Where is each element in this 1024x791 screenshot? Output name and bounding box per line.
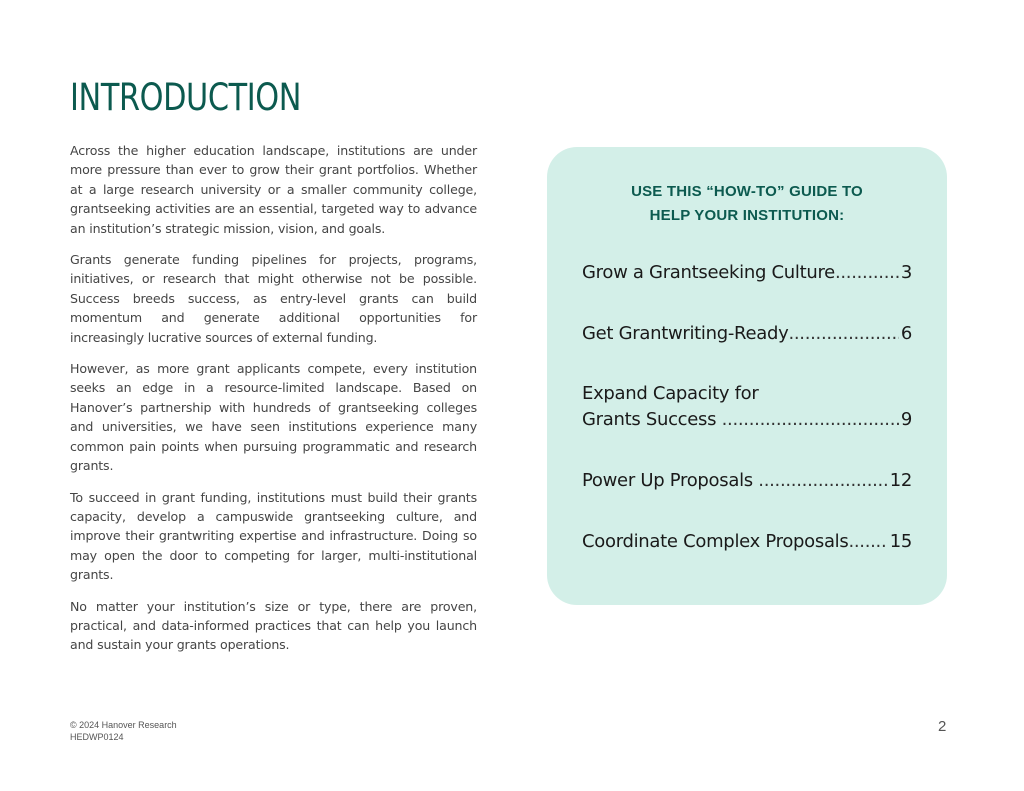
toc-label: Power Up Proposals: [582, 470, 759, 491]
paragraph-2: Grants generate funding pipelines for projects, programs, initiatives, or research that might otherwise not be possible. Success breeds success, as entry-level grants can build momentum and generate additional opportunities for increasingly lucrative sources of external funding.: [70, 252, 477, 345]
toc-page-number: 15: [889, 531, 912, 552]
toc-label: Get Grantwriting-Ready: [582, 323, 789, 344]
toc-label-line-1: Expand Capacity for: [582, 383, 759, 404]
how-to-guide-box: [547, 147, 947, 605]
toc-entry-grantwriting-ready[interactable]: [582, 321, 912, 347]
toc-entry-grow-culture[interactable]: [582, 260, 912, 286]
toc-page-number: 9: [900, 409, 912, 430]
guide-heading-line-2: HELP YOUR INSTITUTION:: [649, 207, 845, 224]
paragraph-1: Across the higher education landscape, institutions are under more pressure than ever to grow their grant portfolios. Whether at a large research university or a smaller community college, grantseeking activities are an essential, targeted way to advance an institution’s strategic mission, vision, and goals.: [70, 143, 477, 236]
guide-heading-line-1: USE THIS “HOW-TO” GUIDE TO: [631, 183, 863, 200]
toc-page-number: 3: [900, 262, 912, 283]
footer-copyright: © 2024 Hanover Research: [70, 720, 177, 730]
paragraph-4: To succeed in grant funding, institutions must build their grants capacity, develop a campuswide grantseeking culture, and improve their grantwriting expertise and infrastructure. Doing so may open the door to competing for larger, multi-institutional grants.: [70, 489, 477, 583]
paragraph-5: No matter your institution’s size or type, there are proven, practical, and data-informed practices that can help you launch and sustain your grants operations.: [70, 598, 477, 653]
toc-entry-coordinate-complex[interactable]: [582, 529, 912, 555]
footer-code: HEDWP0124: [70, 732, 124, 742]
introduction-body: [70, 141, 477, 667]
page-number: 2: [938, 718, 947, 735]
toc-page-number: 12: [889, 470, 912, 491]
toc-label: Grow a Grantseeking Culture: [582, 262, 835, 283]
toc-entry-expand-capacity[interactable]: [582, 381, 912, 433]
toc-page-number: 6: [900, 323, 912, 344]
paragraph-3: However, as more grant applicants compete, every institution seeks an edge in a resource-limited landscape. Based on Hanover’s partnership with hundreds of grantseeking colleges and universities, we have seen institutions experience many common pain points when pursuing programmatic and research grants.: [70, 361, 477, 474]
page-title: INTRODUCTION: [70, 76, 302, 119]
toc-leader-dots: [788, 321, 898, 347]
guide-heading: [547, 180, 947, 228]
toc-leader-dots: [722, 407, 899, 433]
toc-leader-dots: [848, 529, 887, 555]
toc-label: Coordinate Complex Proposals: [582, 531, 849, 552]
toc-leader-dots: [758, 468, 887, 494]
toc-leader-dots: [835, 260, 899, 286]
toc-entry-power-up-proposals[interactable]: [582, 468, 912, 494]
toc-label: Grants Success: [582, 409, 722, 430]
footer: [70, 719, 177, 743]
